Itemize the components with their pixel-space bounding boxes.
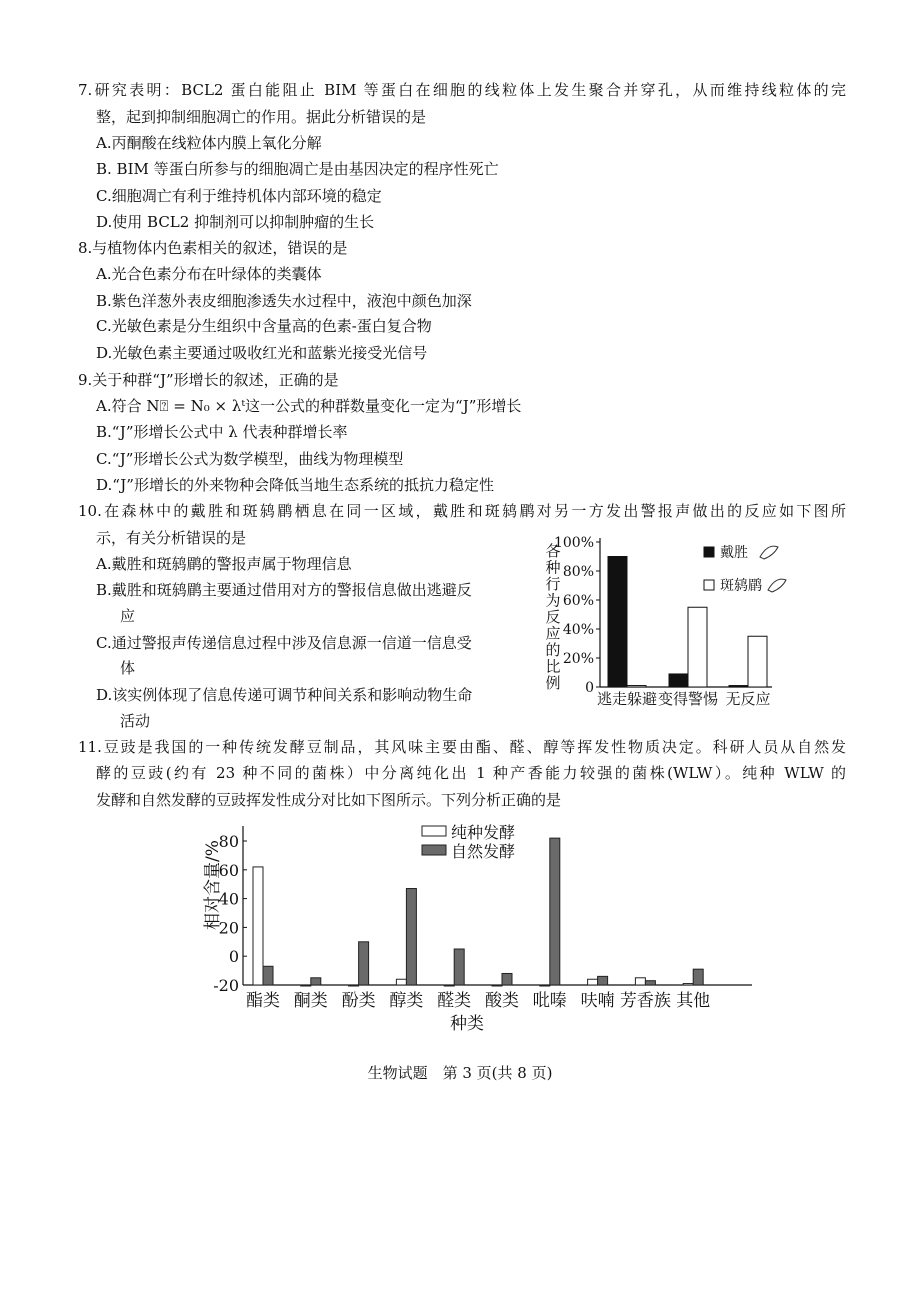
y-axis-label-char: 应 bbox=[545, 624, 561, 643]
y-axis-label-char: 反 bbox=[545, 608, 561, 626]
q9-option-b: B.“J”形增长公式中 λ 代表种群增长率 bbox=[96, 423, 348, 441]
q8-option-b: B.紫色洋葱外表皮细胞渗透失水过程中，液泡中颜色加深 bbox=[96, 292, 472, 310]
y-axis-label-char: 为 bbox=[545, 591, 561, 610]
q10-option-b: B.戴胜和斑鸫鹛主要通过借用对方的警报信息做出逃避反 bbox=[96, 581, 472, 599]
q9-stem: 9.关于种群“J”形增长的叙述，正确的是 bbox=[78, 371, 339, 389]
x-category-label: 无反应 bbox=[725, 690, 771, 708]
y-axis-label-char: 种 bbox=[545, 558, 561, 577]
q8-stem: 8.与植物体内色素相关的叙述，错误的是 bbox=[78, 239, 348, 257]
q11-stem: 11.豆豉是我国的一种传统发酵豆制品，其风味主要由酯、醛、醇等挥发性物质决定。科研人员从自然发 bbox=[78, 738, 846, 756]
y-tick-label: 0 bbox=[228, 947, 239, 967]
legend-label: 自然发酵 bbox=[451, 842, 516, 861]
bar-自然发酵 bbox=[359, 942, 369, 985]
q8-option-c: C.光敏色素是分生组织中含量高的色素-蛋白复合物 bbox=[96, 317, 432, 335]
bar-自然发酵 bbox=[311, 978, 321, 985]
q9-option-a: A.符合 N⍰ = N₀ × λᵗ这一公式的种群数量变化一定为“J”形增长 bbox=[96, 397, 522, 415]
bar-自然发酵 bbox=[406, 889, 416, 985]
q7-option-a: A.丙酮酸在线粒体内膜上氧化分解 bbox=[96, 134, 322, 152]
bar-纯种发酵 bbox=[492, 985, 502, 986]
x-category-label: 酯类 bbox=[246, 991, 280, 1011]
legend-label: 戴胜 bbox=[720, 545, 748, 561]
y-tick-label: 0 bbox=[585, 680, 594, 696]
y-axis-label-char: 比 bbox=[545, 657, 561, 676]
x-category-label: 醛类 bbox=[437, 991, 472, 1011]
x-category-label: 变得警惕 bbox=[657, 690, 719, 708]
x-axis-label: 种类 bbox=[450, 1014, 484, 1034]
x-category-label: 酚类 bbox=[341, 991, 376, 1011]
q11-stem-cont1: 酵的豆豉(约有 23 种不同的菌株）中分离纯化出 1 种产香能力较强的菌株(WLW）。纯种 WLW 的 bbox=[96, 764, 846, 782]
y-axis-label-char: 的 bbox=[545, 641, 561, 659]
q8-option-a: A.光合色素分布在叶绿体的类囊体 bbox=[96, 265, 322, 283]
x-category-label: 其他 bbox=[676, 991, 711, 1011]
bar-纯种发酵 bbox=[444, 985, 454, 986]
q8-option-d: D.光敏色素主要通过吸收红光和蓝紫光接受光信号 bbox=[96, 344, 428, 362]
q11-stem-cont2: 发酵和自然发酵的豆豉挥发性成分对比如下图所示。下列分析正确的是 bbox=[96, 791, 562, 809]
q10-option-a: A.戴胜和斑鸫鹛的警报声属于物理信息 bbox=[96, 555, 352, 573]
q10-stem-cont: 示，有关分析错误的是 bbox=[96, 529, 247, 547]
bar-自然发酵 bbox=[502, 973, 512, 985]
y-axis-label-char: 行 bbox=[545, 575, 561, 593]
y-tick-label: -20 bbox=[213, 976, 239, 995]
y-axis-label: 相对含量/% bbox=[203, 840, 223, 930]
legend-label: 纯种发酵 bbox=[451, 823, 516, 842]
q7-option-c: C.细胞凋亡有利于维持机体内部环境的稳定 bbox=[96, 187, 382, 205]
q10-stem: 10.在森林中的戴胜和斑鸫鹛栖息在同一区域，戴胜和斑鸫鹛对另一方发出警报声做出的反应如下图所 bbox=[78, 502, 846, 520]
x-category-label: 逃走躲避 bbox=[596, 690, 658, 708]
bar-自然发酵 bbox=[598, 976, 608, 985]
x-category-label: 呋喃 bbox=[580, 991, 615, 1011]
q10-option-c: C.通过警报声传递信息过程中涉及信息源一信道一信息受 bbox=[96, 634, 472, 652]
q10-option-d: D.该实例体现了信息传递可调节种间关系和影响动物生命 bbox=[96, 686, 473, 704]
y-tick-label: 20% bbox=[562, 651, 594, 667]
bar-自然发酵 bbox=[645, 981, 655, 985]
y-tick-label: 100% bbox=[553, 535, 594, 551]
bar-纯种发酵 bbox=[635, 978, 645, 985]
q7-stem: 7.研究表明：BCL2 蛋白能阻止 BIM 等蛋白在细胞的线粒体上发生聚合并穿孔，从而维持线粒体的完 bbox=[78, 81, 846, 99]
bar-纯种发酵 bbox=[683, 984, 693, 985]
x-category-label: 酸类 bbox=[485, 991, 519, 1011]
y-tick-label: 80% bbox=[562, 564, 594, 580]
bar-纯种发酵 bbox=[253, 867, 263, 985]
y-tick-label: 80 bbox=[218, 832, 239, 851]
bar-纯种发酵 bbox=[301, 985, 311, 986]
y-tick-label: 60% bbox=[562, 593, 594, 609]
x-category-label: 酮类 bbox=[293, 991, 328, 1011]
y-axis-label-char: 例 bbox=[545, 674, 561, 692]
legend-swatch bbox=[422, 826, 446, 836]
bar-纯种发酵 bbox=[396, 979, 406, 985]
q9-option-d: D.“J”形增长的外来物种会降低当地生态系统的抵抗力稳定性 bbox=[96, 476, 494, 494]
x-category-label: 醇类 bbox=[389, 991, 424, 1011]
q7-stem-cont: 整，起到抑制细胞凋亡的作用。据此分析错误的是 bbox=[96, 108, 427, 126]
q7-option-b: B. BIM 等蛋白所参与的细胞凋亡是由基因决定的程序性死亡 bbox=[96, 160, 499, 178]
q7-option-d: D.使用 BCL2 抑制剂可以抑制肿瘤的生长 bbox=[96, 213, 375, 231]
bar-自然发酵 bbox=[550, 838, 560, 985]
bar-纯种发酵 bbox=[588, 979, 598, 985]
x-category-label: 芳香族 bbox=[619, 991, 671, 1011]
q9-option-c: C.“J”形增长公式为数学模型，曲线为物理模型 bbox=[96, 450, 404, 468]
bar-自然发酵 bbox=[454, 949, 464, 985]
y-tick-label: 60 bbox=[218, 860, 239, 880]
bar-自然发酵 bbox=[263, 966, 273, 985]
bar-纯种发酵 bbox=[349, 985, 359, 986]
q10-option-c-cont: 体 bbox=[120, 659, 136, 677]
q10-option-d-cont: 活动 bbox=[120, 712, 151, 730]
y-axis-label-char: 各 bbox=[545, 542, 561, 560]
y-tick-label: 20 bbox=[218, 918, 239, 938]
bar-纯种发酵 bbox=[540, 985, 550, 986]
x-category-label: 吡嗪 bbox=[532, 991, 567, 1011]
y-tick-label: 40% bbox=[562, 622, 594, 638]
bar-自然发酵 bbox=[693, 969, 703, 985]
legend-swatch bbox=[422, 845, 446, 855]
legend-label: 斑鸫鹛 bbox=[720, 578, 762, 594]
q10-option-b-cont: 应 bbox=[120, 607, 136, 625]
page-footer: 生物试题 第 3 页(共 8 页) bbox=[367, 1064, 553, 1082]
y-tick-label: 40 bbox=[218, 889, 239, 909]
